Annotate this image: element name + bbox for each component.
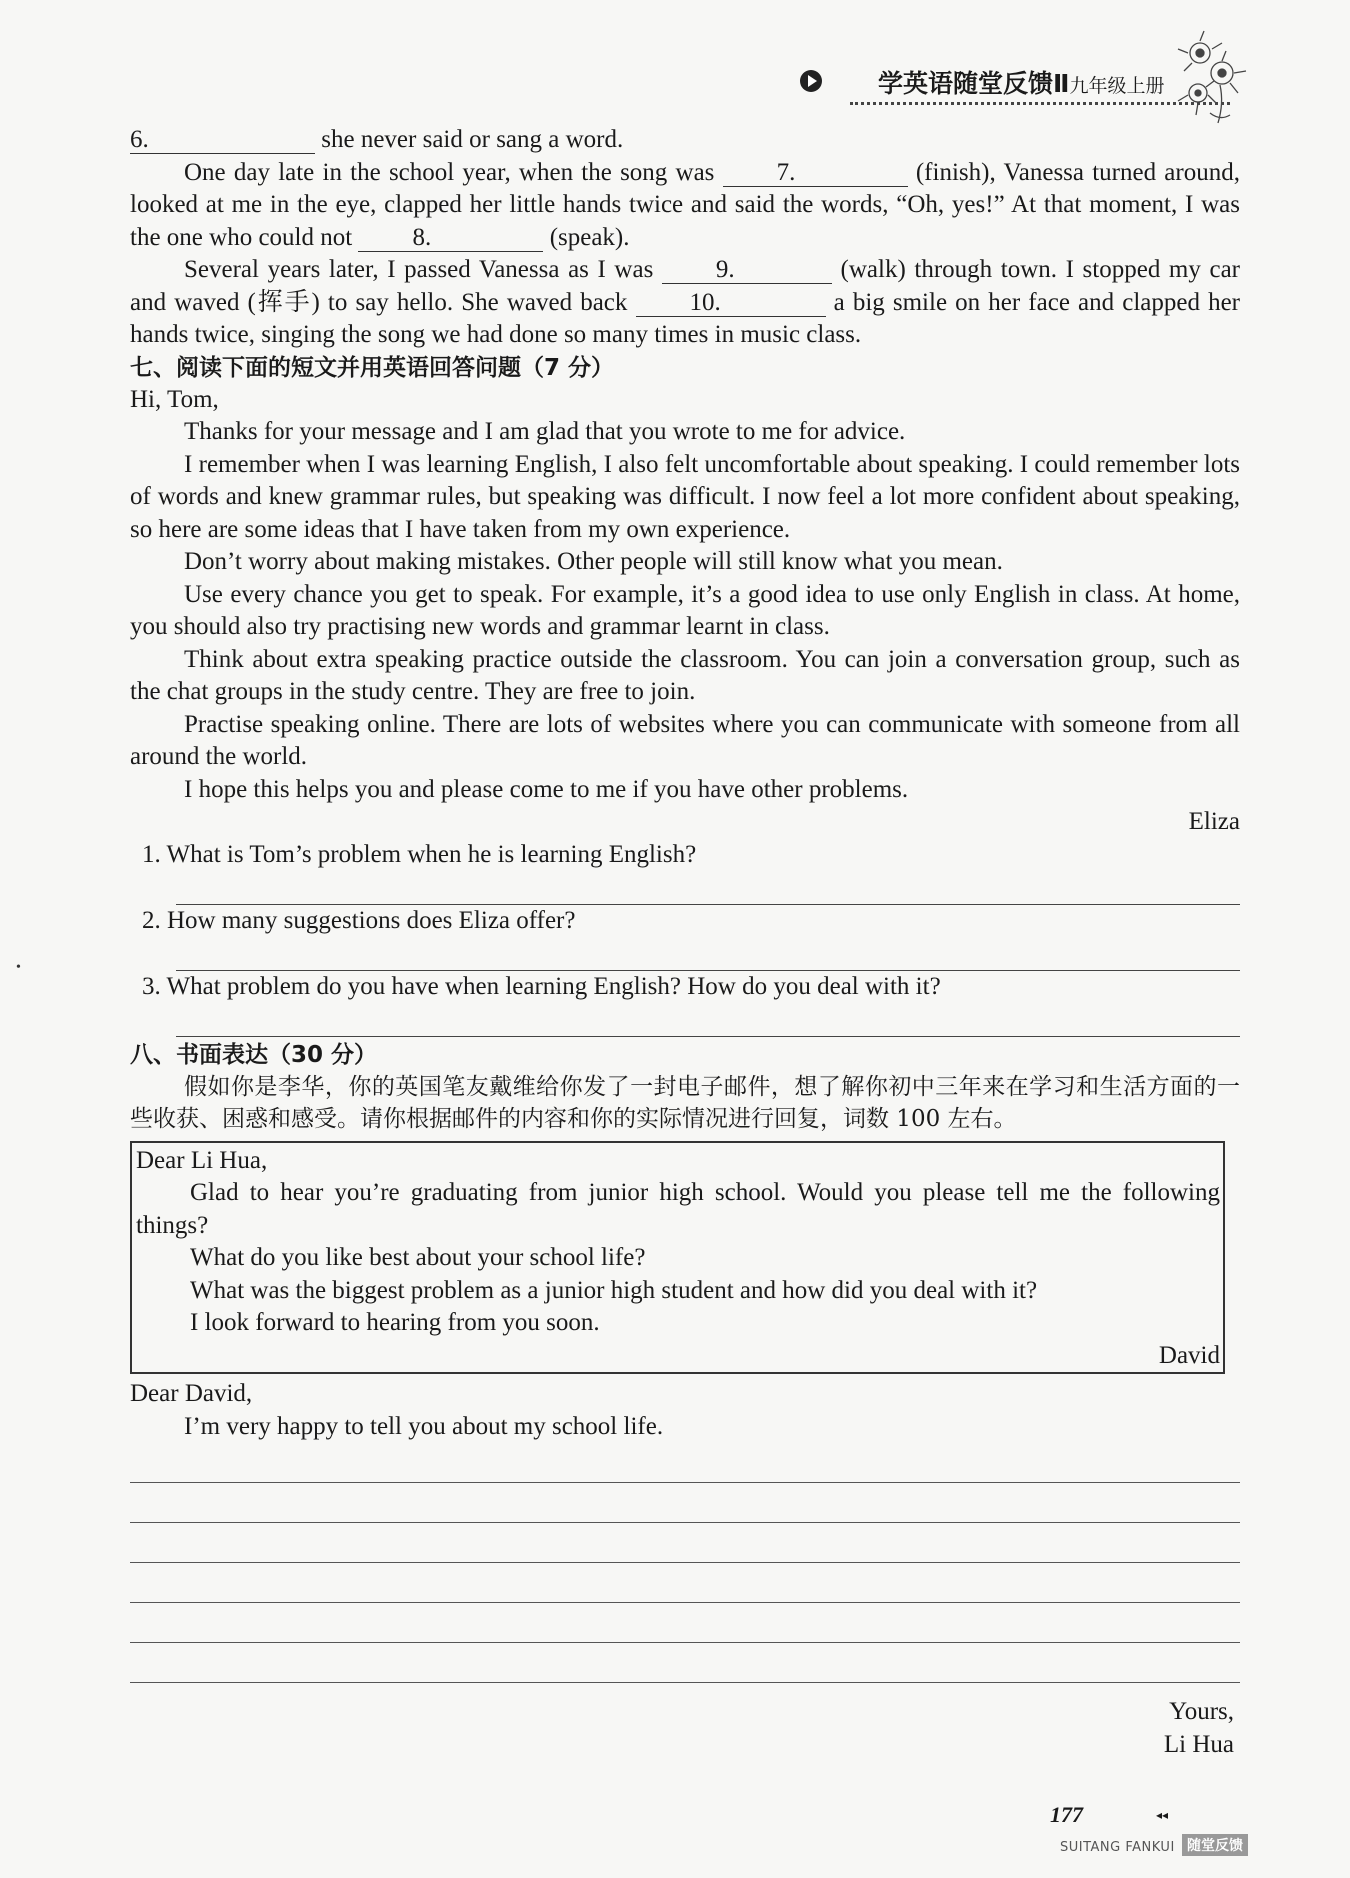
email-signature: David <box>1158 1341 1220 1369</box>
footer-brand-cn: 随堂反馈 <box>1182 1834 1248 1856</box>
answer-line-1[interactable] <box>176 871 1240 905</box>
section-8-title: 八、书面表达（30 分） <box>130 1041 378 1068</box>
writing-line[interactable] <box>130 1643 1240 1683</box>
writing-line[interactable] <box>130 1483 1240 1523</box>
reply-opening: I’m very happy to tell you about my school life. <box>184 1412 664 1440</box>
page-content <box>130 124 1240 1761</box>
letter-paragraph: Thanks for your message and I am glad that you wrote to me for advice. <box>184 418 906 445</box>
blank-9[interactable]: 9. <box>662 257 832 284</box>
email-greeting: Dear Li Hua, <box>136 1146 268 1174</box>
letter-paragraph: Practise speaking online. There are lots of websites where you can communicate with someone from all around the world. <box>130 710 1240 770</box>
blank-10[interactable]: 10. <box>636 290 826 317</box>
play-icon <box>800 70 822 92</box>
letter-paragraph: I remember when I was learning English, I also felt uncomfortable about speaking. I could remember lots of words and knew grammar rules, but speaking was difficult. I now feel a lot more confident about speaking, so here are some ideas that I have taken from my own experience. <box>130 450 1240 543</box>
letter-greeting: Hi, Tom, <box>130 385 219 413</box>
letter-paragraph: Don’t worry about making mistakes. Other people will still know what you mean. <box>184 548 1003 575</box>
blank-8[interactable]: 8. <box>358 225 543 252</box>
passage-paragraph: Several years later, I passed Vanessa as I was 9. (walk) through town. I stopped my car and waved (挥手) to say hello. She waved back 10. a big smile on her face and clapped her hands twice, singing the song we had done so many times in music class. <box>130 256 1241 348</box>
book-subtitle: 九年级上册 <box>1069 75 1165 97</box>
writing-area[interactable] <box>130 1443 1240 1683</box>
email-paragraph: I look forward to hearing from you soon. <box>190 1309 600 1336</box>
answer-line-2[interactable] <box>176 937 1240 971</box>
section-7-title: 七、阅读下面的短文并用英语回答问题（7 分） <box>130 354 615 381</box>
closing-name: Li Hua <box>1163 1731 1234 1758</box>
book-title: 学英语随堂反馈Ⅱ九年级上册 <box>878 69 1165 98</box>
margin-mark: • <box>16 960 21 975</box>
flower-decoration-icon <box>1160 23 1260 133</box>
question-1: 1. What is Tom’s problem when he is learning English? <box>142 840 697 868</box>
letter-paragraph: I hope this helps you and please come to me if you have other problems. <box>184 775 909 803</box>
email-paragraph: Glad to hear you’re graduating from junior high school. Would you please tell me the following things? <box>136 1179 1220 1239</box>
email-paragraph: What was the biggest problem as a junior high student and how did you deal with it? <box>190 1276 1038 1304</box>
closing: Yours, <box>1169 1698 1234 1725</box>
writing-line[interactable] <box>130 1443 1240 1483</box>
letter-paragraph: Use every chance you get to speak. For example, it’s a good idea to use only English in class. At home, you should also try practising new words and grammar learnt in class. <box>130 580 1240 640</box>
writing-line[interactable] <box>130 1563 1240 1603</box>
question-3: 3. What problem do you have when learning English? How do you deal with it? <box>142 972 941 1000</box>
answer-line-3[interactable] <box>176 1003 1240 1037</box>
email-box <box>130 1141 1225 1375</box>
writing-line[interactable] <box>130 1603 1240 1643</box>
passage-line: 6. she never said or sang a word. <box>130 126 624 153</box>
letter-signature: Eliza <box>1188 808 1240 835</box>
blank-7[interactable]: 7. <box>723 160 908 187</box>
email-paragraph: What do you like best about your school life? <box>190 1244 646 1271</box>
passage-paragraph: One day late in the school year, when the song was 7. (finish), Vanessa turned around, looked at me in the eye, clapped her little hands twice and said the words, “Oh, yes!” At that moment, I was the one who could not 8. (speak). <box>130 158 1240 251</box>
blank-6[interactable]: 6. <box>130 127 315 154</box>
passage-continuation <box>130 124 1240 352</box>
page-footer <box>1050 1802 1280 1862</box>
footer-brand-en: SUITANG FANKUI <box>1060 1840 1175 1855</box>
writing-instruction: 假如你是李华，你的英国笔友戴维给你发了一封电子邮件，想了解你初中三年来在学习和生活方面的一些收获、困惑和感受。请你根据邮件的内容和你的实际情况进行回复，词数 100 左右。 <box>130 1073 1240 1132</box>
letter-paragraph: Think about extra speaking practice outside the classroom. You can join a conversation group, such as the chat groups in the study centre. They are free to join. <box>130 645 1240 705</box>
page-number: 177 <box>1050 1802 1083 1827</box>
page-header <box>790 58 1260 112</box>
reply-greeting: Dear David, <box>130 1380 253 1407</box>
question-2: 2. How many suggestions does Eliza offer? <box>142 906 576 934</box>
writing-line[interactable] <box>130 1523 1240 1563</box>
double-arrow-icon: ◂◂ <box>1156 1808 1169 1822</box>
